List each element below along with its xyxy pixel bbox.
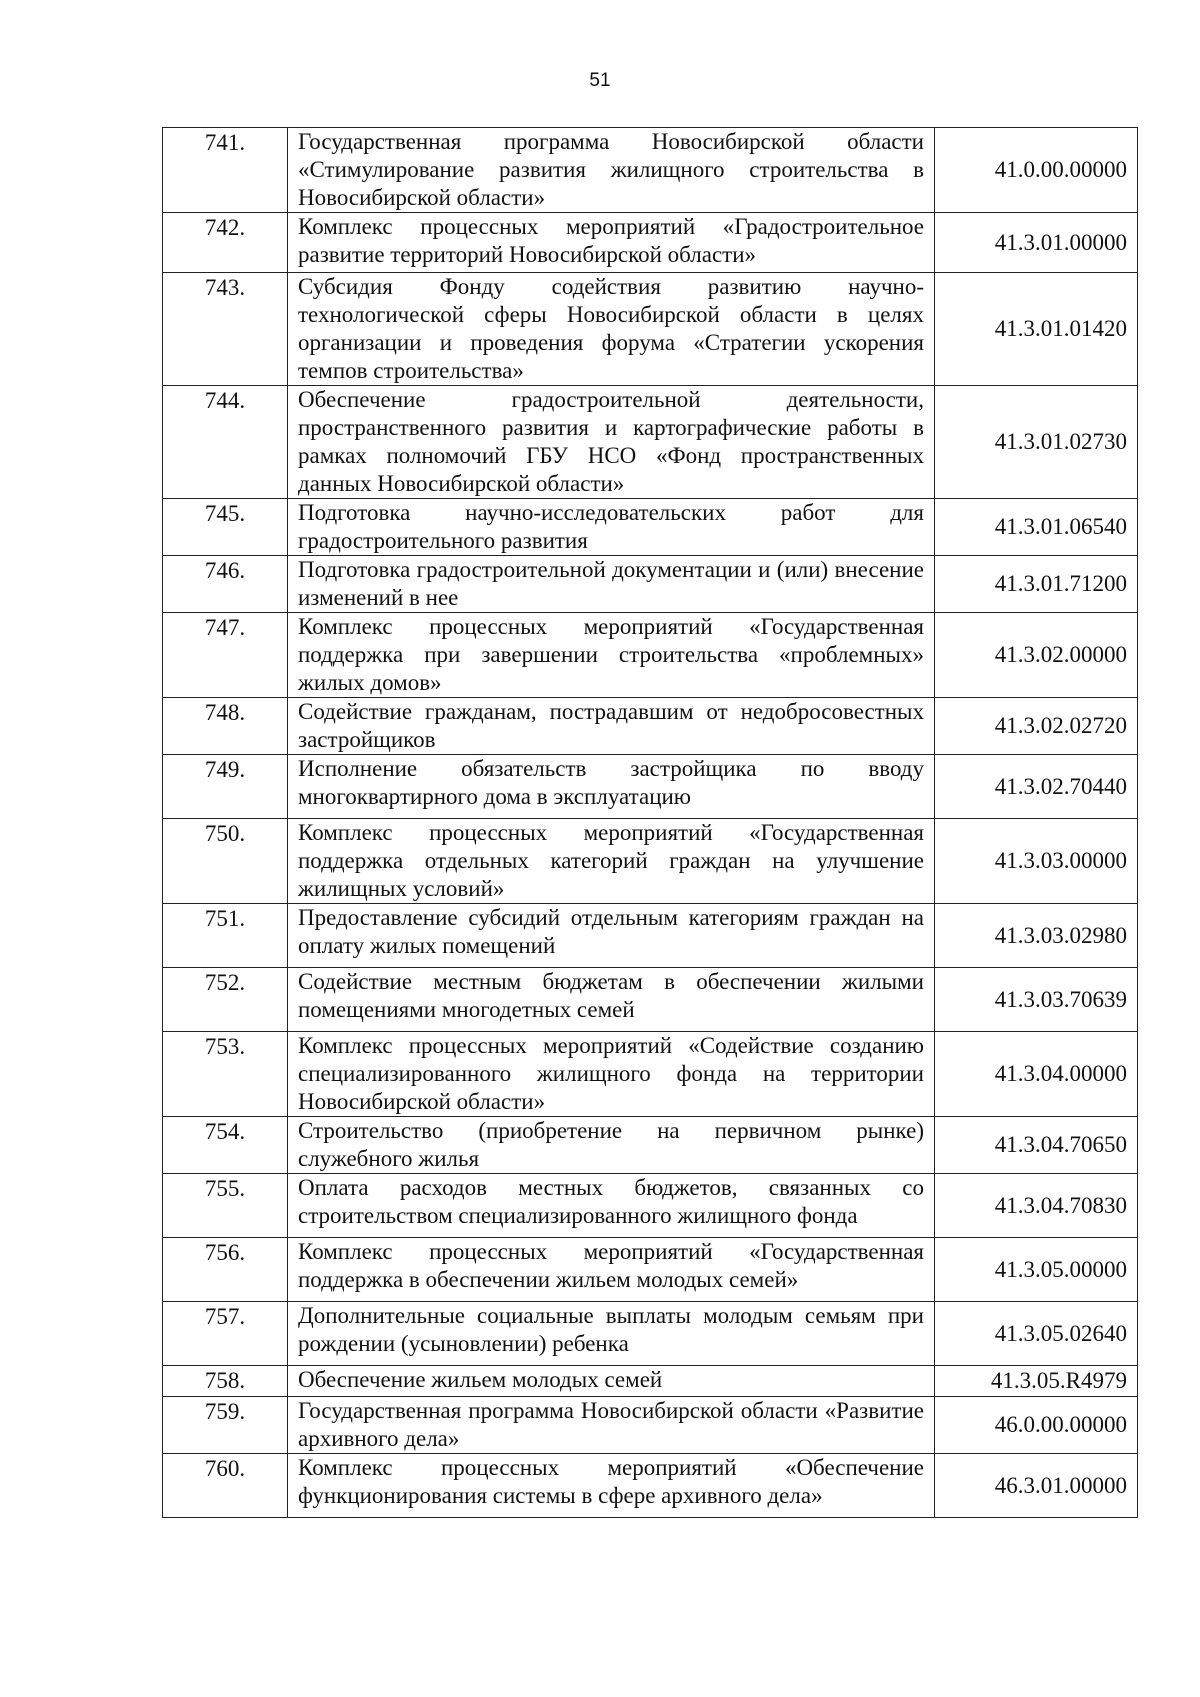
row-description: Комплекс процессных мероприятий «Обеспечение функционирования системы в сфере архивного дела» (288, 1454, 935, 1518)
row-number: 743. (163, 273, 288, 386)
row-code: 41.3.04.00000 (935, 1032, 1138, 1117)
row-code: 41.3.01.00000 (935, 213, 1138, 273)
row-number: 758. (163, 1366, 288, 1397)
row-description: Комплекс процессных мероприятий «Градостроительное развитие территорий Новосибирской области» (288, 213, 935, 273)
row-number: 752. (163, 968, 288, 1032)
row-description: Комплекс процессных мероприятий «Государственная поддержка отдельных категорий граждан на улучшение жилищных условий» (288, 819, 935, 904)
row-code: 41.3.04.70830 (935, 1174, 1138, 1238)
row-code: 41.3.05.02640 (935, 1302, 1138, 1366)
table-row (163, 698, 1138, 755)
row-number: 754. (163, 1117, 288, 1174)
row-code: 41.3.05.00000 (935, 1238, 1138, 1302)
table-row (163, 1366, 1138, 1397)
row-number: 747. (163, 613, 288, 698)
table-row (163, 613, 1138, 698)
row-description: Подготовка научно-исследовательских работ для градостроительного развития (288, 499, 935, 556)
table-row (163, 556, 1138, 613)
row-description: Подготовка градостроительной документации и (или) внесение изменений в нее (288, 556, 935, 613)
table-row (163, 755, 1138, 819)
table-row (163, 968, 1138, 1032)
row-code: 41.3.03.00000 (935, 819, 1138, 904)
table-body (163, 128, 1138, 1518)
row-code: 41.3.01.71200 (935, 556, 1138, 613)
row-code: 41.0.00.00000 (935, 128, 1138, 213)
row-code: 46.0.00.00000 (935, 1397, 1138, 1454)
table-row (163, 499, 1138, 556)
row-number: 755. (163, 1174, 288, 1238)
row-description: Дополнительные социальные выплаты молодым семьям при рождении (усыновлении) ребенка (288, 1302, 935, 1366)
table-row (163, 1174, 1138, 1238)
row-code: 41.3.01.01420 (935, 273, 1138, 386)
row-code: 41.3.05.R4979 (935, 1366, 1138, 1397)
table-row (163, 273, 1138, 386)
row-number: 745. (163, 499, 288, 556)
row-description: Субсидия Фонду содействия развитию научно-технологической сферы Новосибирской области в целях организации и проведения форума «Стратегии ускорения темпов строительства» (288, 273, 935, 386)
row-number: 741. (163, 128, 288, 213)
row-code: 41.3.01.02730 (935, 386, 1138, 499)
table-row (163, 1032, 1138, 1117)
row-code: 41.3.03.70639 (935, 968, 1138, 1032)
row-description: Государственная программа Новосибирской области «Развитие архивного дела» (288, 1397, 935, 1454)
row-number: 742. (163, 213, 288, 273)
table-row (163, 1238, 1138, 1302)
row-number: 750. (163, 819, 288, 904)
row-number: 757. (163, 1302, 288, 1366)
row-description: Исполнение обязательств застройщика по вводу многоквартирного дома в эксплуатацию (288, 755, 935, 819)
table-row (163, 386, 1138, 499)
row-number: 749. (163, 755, 288, 819)
row-description: Комплекс процессных мероприятий «Государственная поддержка в обеспечении жильем молодых семей» (288, 1238, 935, 1302)
row-description: Предоставление субсидий отдельным категориям граждан на оплату жилых помещений (288, 904, 935, 968)
row-description: Содействие гражданам, пострадавшим от недобросовестных застройщиков (288, 698, 935, 755)
row-description: Строительство (приобретение на первичном рынке) служебного жилья (288, 1117, 935, 1174)
row-code: 41.3.04.70650 (935, 1117, 1138, 1174)
table-row (163, 1302, 1138, 1366)
row-code: 46.3.01.00000 (935, 1454, 1138, 1518)
table-row (163, 1397, 1138, 1454)
row-description: Содействие местным бюджетам в обеспечении жилыми помещениями многодетных семей (288, 968, 935, 1032)
row-number: 751. (163, 904, 288, 968)
row-number: 756. (163, 1238, 288, 1302)
row-code: 41.3.03.02980 (935, 904, 1138, 968)
table-row (163, 819, 1138, 904)
table-row (163, 904, 1138, 968)
row-description: Комплекс процессных мероприятий «Содействие созданию специализированного жилищного фонда на территории Новосибирской области» (288, 1032, 935, 1117)
row-number: 746. (163, 556, 288, 613)
table-row (163, 1454, 1138, 1518)
row-number: 760. (163, 1454, 288, 1518)
row-code: 41.3.02.02720 (935, 698, 1138, 755)
row-code: 41.3.01.06540 (935, 499, 1138, 556)
row-description: Комплекс процессных мероприятий «Государственная поддержка при завершении строительства «проблемных» жилых домов» (288, 613, 935, 698)
row-code: 41.3.02.70440 (935, 755, 1138, 819)
row-code: 41.3.02.00000 (935, 613, 1138, 698)
table-row (163, 213, 1138, 273)
row-description: Оплата расходов местных бюджетов, связанных со строительством специализированного жилищного фонда (288, 1174, 935, 1238)
row-number: 753. (163, 1032, 288, 1117)
row-description: Государственная программа Новосибирской области «Стимулирование развития жилищного строительства в Новосибирской области» (288, 128, 935, 213)
row-number: 759. (163, 1397, 288, 1454)
row-number: 748. (163, 698, 288, 755)
table-row (163, 1117, 1138, 1174)
row-number: 744. (163, 386, 288, 499)
page-number: 51 (589, 70, 611, 91)
row-description: Обеспечение градостроительной деятельности, пространственного развития и картографические работы в рамках полномочий ГБУ НСО «Фонд пространственных данных Новосибирской области» (288, 386, 935, 499)
row-description: Обеспечение жильем молодых семей (288, 1366, 935, 1397)
budget-code-table (162, 127, 1138, 1518)
table-row (163, 128, 1138, 213)
